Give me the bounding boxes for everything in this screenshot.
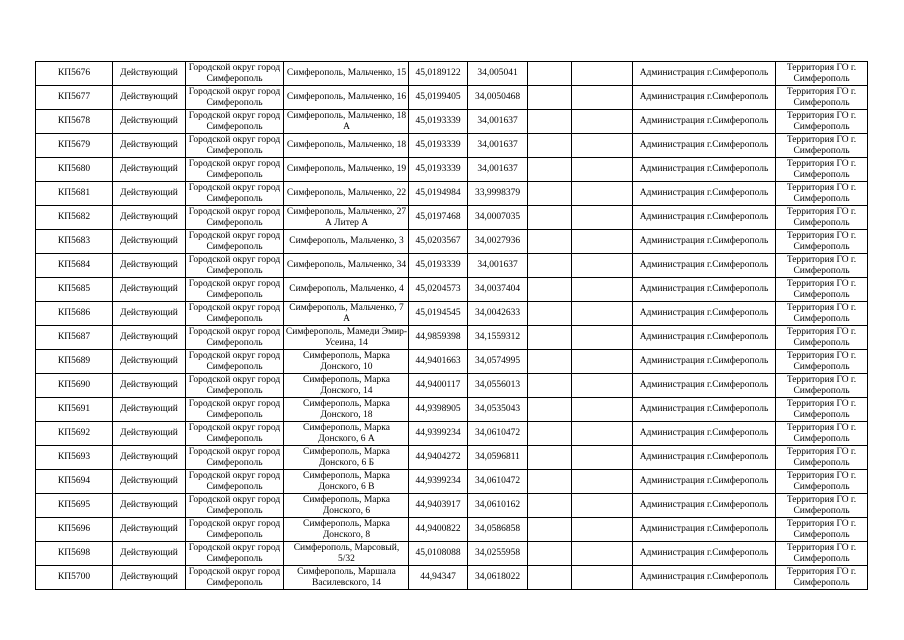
owner-cell: Администрация г.Симферополь	[633, 374, 776, 398]
longitude-cell: 34,0556013	[468, 374, 528, 398]
id-cell: КП5696	[36, 518, 113, 542]
district-cell: Городской округ город Симферополь	[186, 422, 284, 446]
owner-cell: Администрация г.Симферополь	[633, 62, 776, 86]
id-cell: КП5677	[36, 86, 113, 110]
table-row	[36, 518, 868, 542]
owner-cell: Администрация г.Симферополь	[633, 566, 776, 590]
district-cell: Городской округ город Симферополь	[186, 302, 284, 326]
address-cell: Симферополь, Мальченко, 7 А	[284, 302, 409, 326]
empty-cell-a	[528, 518, 572, 542]
district-cell: Городской округ город Симферополь	[186, 110, 284, 134]
id-cell: КП5684	[36, 254, 113, 278]
table-row	[36, 302, 868, 326]
empty-cell-b	[572, 350, 633, 374]
empty-cell-b	[572, 134, 633, 158]
status-cell: Действующий	[113, 182, 186, 206]
owner-cell: Администрация г.Симферополь	[633, 182, 776, 206]
district-cell: Городской округ город Симферополь	[186, 254, 284, 278]
territory-cell: Территория ГО г. Симферополь	[776, 326, 868, 350]
table-row	[36, 422, 868, 446]
owner-cell: Администрация г.Симферополь	[633, 206, 776, 230]
table-row	[36, 110, 868, 134]
owner-cell: Администрация г.Симферополь	[633, 134, 776, 158]
latitude-cell: 44,9399234	[409, 470, 468, 494]
empty-cell-a	[528, 422, 572, 446]
empty-cell-a	[528, 134, 572, 158]
table-row	[36, 398, 868, 422]
longitude-cell: 34,0050468	[468, 86, 528, 110]
longitude-cell: 34,0255958	[468, 542, 528, 566]
id-cell: КП5680	[36, 158, 113, 182]
table-row	[36, 230, 868, 254]
status-cell: Действующий	[113, 566, 186, 590]
longitude-cell: 34,0596811	[468, 446, 528, 470]
registry-table	[35, 61, 868, 590]
owner-cell: Администрация г.Симферополь	[633, 278, 776, 302]
status-cell: Действующий	[113, 62, 186, 86]
owner-cell: Администрация г.Симферополь	[633, 86, 776, 110]
district-cell: Городской округ город Симферополь	[186, 62, 284, 86]
territory-cell: Территория ГО г. Симферополь	[776, 302, 868, 326]
id-cell: КП5689	[36, 350, 113, 374]
address-cell: Симферополь, Мамеди Эмир-Усеина, 14	[284, 326, 409, 350]
address-cell: Симферополь, Мальченко, 15	[284, 62, 409, 86]
address-cell: Симферополь, Марка Донского, 6 А	[284, 422, 409, 446]
empty-cell-b	[572, 326, 633, 350]
empty-cell-a	[528, 326, 572, 350]
status-cell: Действующий	[113, 398, 186, 422]
status-cell: Действующий	[113, 422, 186, 446]
owner-cell: Администрация г.Симферополь	[633, 158, 776, 182]
territory-cell: Территория ГО г. Симферополь	[776, 158, 868, 182]
latitude-cell: 45,0108088	[409, 542, 468, 566]
empty-cell-a	[528, 446, 572, 470]
empty-cell-a	[528, 470, 572, 494]
table-row	[36, 278, 868, 302]
district-cell: Городской округ город Симферополь	[186, 398, 284, 422]
empty-cell-b	[572, 542, 633, 566]
latitude-cell: 44,9400822	[409, 518, 468, 542]
territory-cell: Территория ГО г. Симферополь	[776, 110, 868, 134]
latitude-cell: 44,9398905	[409, 398, 468, 422]
district-cell: Городской округ город Симферополь	[186, 134, 284, 158]
empty-cell-a	[528, 398, 572, 422]
address-cell: Симферополь, Марсовый, 5/32	[284, 542, 409, 566]
longitude-cell: 34,0574995	[468, 350, 528, 374]
territory-cell: Территория ГО г. Симферополь	[776, 230, 868, 254]
owner-cell: Администрация г.Симферополь	[633, 422, 776, 446]
id-cell: КП5676	[36, 62, 113, 86]
longitude-cell: 34,0610162	[468, 494, 528, 518]
longitude-cell: 34,0610472	[468, 422, 528, 446]
table-row	[36, 470, 868, 494]
empty-cell-b	[572, 470, 633, 494]
owner-cell: Администрация г.Симферополь	[633, 110, 776, 134]
table-row	[36, 134, 868, 158]
empty-cell-a	[528, 158, 572, 182]
empty-cell-a	[528, 374, 572, 398]
status-cell: Действующий	[113, 518, 186, 542]
territory-cell: Территория ГО г. Симферополь	[776, 494, 868, 518]
table-row	[36, 542, 868, 566]
id-cell: КП5682	[36, 206, 113, 230]
territory-cell: Территория ГО г. Симферополь	[776, 446, 868, 470]
table-row	[36, 158, 868, 182]
empty-cell-a	[528, 86, 572, 110]
latitude-cell: 45,0193339	[409, 110, 468, 134]
status-cell: Действующий	[113, 350, 186, 374]
territory-cell: Территория ГО г. Симферополь	[776, 278, 868, 302]
status-cell: Действующий	[113, 86, 186, 110]
address-cell: Симферополь, Марка Донского, 10	[284, 350, 409, 374]
district-cell: Городской округ город Симферополь	[186, 158, 284, 182]
owner-cell: Администрация г.Симферополь	[633, 518, 776, 542]
empty-cell-b	[572, 494, 633, 518]
empty-cell-b	[572, 86, 633, 110]
territory-cell: Территория ГО г. Симферополь	[776, 86, 868, 110]
longitude-cell: 34,0535043	[468, 398, 528, 422]
table-row	[36, 446, 868, 470]
table-row	[36, 86, 868, 110]
id-cell: КП5681	[36, 182, 113, 206]
territory-cell: Территория ГО г. Симферополь	[776, 206, 868, 230]
id-cell: КП5690	[36, 374, 113, 398]
empty-cell-a	[528, 62, 572, 86]
table-row	[36, 62, 868, 86]
status-cell: Действующий	[113, 542, 186, 566]
longitude-cell: 34,0007035	[468, 206, 528, 230]
territory-cell: Территория ГО г. Симферополь	[776, 542, 868, 566]
longitude-cell: 34,0042633	[468, 302, 528, 326]
table-row	[36, 326, 868, 350]
status-cell: Действующий	[113, 470, 186, 494]
empty-cell-b	[572, 206, 633, 230]
empty-cell-a	[528, 254, 572, 278]
status-cell: Действующий	[113, 302, 186, 326]
table-row	[36, 350, 868, 374]
owner-cell: Администрация г.Симферополь	[633, 254, 776, 278]
district-cell: Городской округ город Симферополь	[186, 566, 284, 590]
address-cell: Симферополь, Марка Донского, 6 В	[284, 470, 409, 494]
empty-cell-b	[572, 566, 633, 590]
longitude-cell: 34,001637	[468, 254, 528, 278]
latitude-cell: 45,0199405	[409, 86, 468, 110]
status-cell: Действующий	[113, 254, 186, 278]
status-cell: Действующий	[113, 206, 186, 230]
id-cell: КП5679	[36, 134, 113, 158]
status-cell: Действующий	[113, 158, 186, 182]
empty-cell-b	[572, 182, 633, 206]
latitude-cell: 44,9404272	[409, 446, 468, 470]
empty-cell-a	[528, 566, 572, 590]
status-cell: Действующий	[113, 278, 186, 302]
empty-cell-b	[572, 422, 633, 446]
owner-cell: Администрация г.Симферополь	[633, 230, 776, 254]
empty-cell-a	[528, 182, 572, 206]
table-row	[36, 494, 868, 518]
table-row	[36, 254, 868, 278]
territory-cell: Территория ГО г. Симферополь	[776, 350, 868, 374]
latitude-cell: 45,0197468	[409, 206, 468, 230]
owner-cell: Администрация г.Симферополь	[633, 494, 776, 518]
id-cell: КП5678	[36, 110, 113, 134]
empty-cell-a	[528, 230, 572, 254]
empty-cell-b	[572, 254, 633, 278]
status-cell: Действующий	[113, 446, 186, 470]
district-cell: Городской округ город Симферополь	[186, 518, 284, 542]
territory-cell: Территория ГО г. Симферополь	[776, 182, 868, 206]
territory-cell: Территория ГО г. Симферополь	[776, 422, 868, 446]
id-cell: КП5698	[36, 542, 113, 566]
district-cell: Городской округ город Симферополь	[186, 206, 284, 230]
empty-cell-b	[572, 278, 633, 302]
address-cell: Симферополь, Мальченко, 19	[284, 158, 409, 182]
table-body	[36, 62, 868, 590]
empty-cell-b	[572, 302, 633, 326]
latitude-cell: 45,0194545	[409, 302, 468, 326]
longitude-cell: 33,9998379	[468, 182, 528, 206]
status-cell: Действующий	[113, 374, 186, 398]
district-cell: Городской округ город Симферополь	[186, 542, 284, 566]
empty-cell-a	[528, 542, 572, 566]
owner-cell: Администрация г.Симферополь	[633, 446, 776, 470]
empty-cell-a	[528, 206, 572, 230]
district-cell: Городской округ город Симферополь	[186, 350, 284, 374]
latitude-cell: 44,9399234	[409, 422, 468, 446]
district-cell: Городской округ город Симферополь	[186, 494, 284, 518]
latitude-cell: 45,0194984	[409, 182, 468, 206]
table-row	[36, 374, 868, 398]
status-cell: Действующий	[113, 134, 186, 158]
district-cell: Городской округ город Симферополь	[186, 446, 284, 470]
district-cell: Городской округ город Симферополь	[186, 182, 284, 206]
address-cell: Симферополь, Мальченко, 27 А Литер А	[284, 206, 409, 230]
district-cell: Городской округ город Симферополь	[186, 278, 284, 302]
id-cell: КП5691	[36, 398, 113, 422]
owner-cell: Администрация г.Симферополь	[633, 326, 776, 350]
latitude-cell: 44,9400117	[409, 374, 468, 398]
longitude-cell: 34,001637	[468, 134, 528, 158]
longitude-cell: 34,005041	[468, 62, 528, 86]
longitude-cell: 34,1559312	[468, 326, 528, 350]
empty-cell-b	[572, 158, 633, 182]
empty-cell-b	[572, 446, 633, 470]
territory-cell: Территория ГО г. Симферополь	[776, 254, 868, 278]
district-cell: Городской округ город Симферополь	[186, 86, 284, 110]
id-cell: КП5686	[36, 302, 113, 326]
table-row	[36, 206, 868, 230]
latitude-cell: 44,94347	[409, 566, 468, 590]
longitude-cell: 34,0586858	[468, 518, 528, 542]
empty-cell-b	[572, 230, 633, 254]
district-cell: Городской округ город Симферополь	[186, 326, 284, 350]
address-cell: Симферополь, Маршала Василевского, 14	[284, 566, 409, 590]
empty-cell-a	[528, 350, 572, 374]
territory-cell: Территория ГО г. Симферополь	[776, 62, 868, 86]
status-cell: Действующий	[113, 110, 186, 134]
address-cell: Симферополь, Мальченко, 16	[284, 86, 409, 110]
id-cell: КП5693	[36, 446, 113, 470]
address-cell: Симферополь, Мальченко, 18	[284, 134, 409, 158]
address-cell: Симферополь, Мальченко, 4	[284, 278, 409, 302]
owner-cell: Администрация г.Симферополь	[633, 542, 776, 566]
latitude-cell: 45,0193339	[409, 134, 468, 158]
id-cell: КП5685	[36, 278, 113, 302]
id-cell: КП5700	[36, 566, 113, 590]
table-row	[36, 566, 868, 590]
id-cell: КП5692	[36, 422, 113, 446]
territory-cell: Территория ГО г. Симферополь	[776, 398, 868, 422]
id-cell: КП5683	[36, 230, 113, 254]
latitude-cell: 45,0193339	[409, 254, 468, 278]
owner-cell: Администрация г.Симферополь	[633, 350, 776, 374]
status-cell: Действующий	[113, 494, 186, 518]
address-cell: Симферополь, Марка Донского, 6 Б	[284, 446, 409, 470]
longitude-cell: 34,001637	[468, 110, 528, 134]
address-cell: Симферополь, Марка Донского, 8	[284, 518, 409, 542]
latitude-cell: 45,0193339	[409, 158, 468, 182]
address-cell: Симферополь, Марка Донского, 18	[284, 398, 409, 422]
address-cell: Симферополь, Мальченко, 3	[284, 230, 409, 254]
table-row	[36, 182, 868, 206]
latitude-cell: 44,9403917	[409, 494, 468, 518]
latitude-cell: 45,0189122	[409, 62, 468, 86]
latitude-cell: 45,0204573	[409, 278, 468, 302]
owner-cell: Администрация г.Симферополь	[633, 470, 776, 494]
owner-cell: Администрация г.Симферополь	[633, 302, 776, 326]
status-cell: Действующий	[113, 326, 186, 350]
longitude-cell: 34,0037404	[468, 278, 528, 302]
empty-cell-a	[528, 278, 572, 302]
longitude-cell: 34,001637	[468, 158, 528, 182]
district-cell: Городской округ город Симферополь	[186, 230, 284, 254]
territory-cell: Территория ГО г. Симферополь	[776, 374, 868, 398]
empty-cell-b	[572, 518, 633, 542]
longitude-cell: 34,0618022	[468, 566, 528, 590]
id-cell: КП5695	[36, 494, 113, 518]
empty-cell-b	[572, 374, 633, 398]
empty-cell-b	[572, 62, 633, 86]
territory-cell: Территория ГО г. Симферополь	[776, 134, 868, 158]
empty-cell-a	[528, 302, 572, 326]
longitude-cell: 34,0027936	[468, 230, 528, 254]
empty-cell-b	[572, 398, 633, 422]
territory-cell: Территория ГО г. Симферополь	[776, 566, 868, 590]
territory-cell: Территория ГО г. Симферополь	[776, 518, 868, 542]
longitude-cell: 34,0610472	[468, 470, 528, 494]
address-cell: Симферополь, Марка Донского, 6	[284, 494, 409, 518]
territory-cell: Территория ГО г. Симферополь	[776, 470, 868, 494]
empty-cell-a	[528, 110, 572, 134]
district-cell: Городской округ город Симферополь	[186, 374, 284, 398]
address-cell: Симферополь, Мальченко, 22	[284, 182, 409, 206]
id-cell: КП5687	[36, 326, 113, 350]
status-cell: Действующий	[113, 230, 186, 254]
empty-cell-b	[572, 110, 633, 134]
id-cell: КП5694	[36, 470, 113, 494]
empty-cell-a	[528, 494, 572, 518]
owner-cell: Администрация г.Симферополь	[633, 398, 776, 422]
address-cell: Симферополь, Марка Донского, 14	[284, 374, 409, 398]
address-cell: Симферополь, Мальченко, 34	[284, 254, 409, 278]
district-cell: Городской округ город Симферополь	[186, 470, 284, 494]
latitude-cell: 44,9401663	[409, 350, 468, 374]
address-cell: Симферополь, Мальченко, 18 А	[284, 110, 409, 134]
latitude-cell: 45,0203567	[409, 230, 468, 254]
latitude-cell: 44,9859398	[409, 326, 468, 350]
